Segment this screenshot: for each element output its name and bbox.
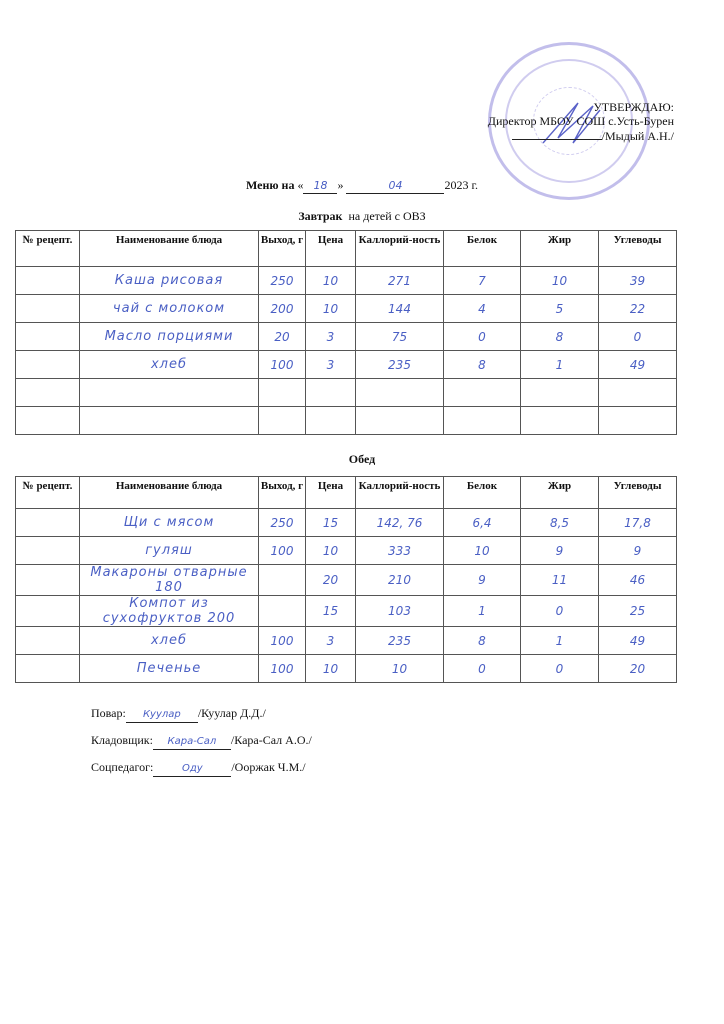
cell-yield: 100 xyxy=(259,627,306,655)
cell-recipe-number xyxy=(16,379,80,407)
column-header-protein: Белок xyxy=(444,477,521,509)
cell-calories: 103 xyxy=(356,596,444,627)
column-header-fat: Жир xyxy=(521,231,599,267)
column-header-yield: Выход, г xyxy=(259,231,306,267)
cell-dish-name: Каша рисовая xyxy=(80,267,259,295)
cell-fat: 8 xyxy=(521,323,599,351)
cell-yield: 100 xyxy=(259,351,306,379)
cell-calories: 75 xyxy=(356,323,444,351)
cell-recipe-number xyxy=(16,295,80,323)
cell-yield xyxy=(259,407,306,435)
cell-yield xyxy=(259,565,306,596)
cell-calories: 235 xyxy=(356,627,444,655)
staff-social-pedagogue xyxy=(91,760,306,777)
menu-year: 2023 г. xyxy=(444,178,479,192)
lunch-table xyxy=(15,476,677,683)
cell-carbs: 25 xyxy=(599,596,677,627)
cell-fat: 9 xyxy=(521,537,599,565)
staff-signature: Куулар xyxy=(126,709,198,723)
cell-recipe-number xyxy=(16,323,80,351)
cell-calories: 210 xyxy=(356,565,444,596)
column-header-price: Цена xyxy=(306,231,356,267)
menu-title-prefix: Меню на xyxy=(245,178,295,192)
cell-recipe-number xyxy=(16,351,80,379)
menu-title xyxy=(0,178,724,194)
cell-protein xyxy=(444,407,521,435)
table-row xyxy=(16,537,677,565)
cell-fat xyxy=(521,407,599,435)
breakfast-title-bold: Завтрак xyxy=(298,209,343,223)
cell-price: 15 xyxy=(306,596,356,627)
table-row xyxy=(16,655,677,683)
column-header-calories: Каллорий-ность xyxy=(356,231,444,267)
menu-month: 04 xyxy=(346,179,444,194)
column-header-calories: Каллорий-ность xyxy=(356,477,444,509)
cell-recipe-number xyxy=(16,509,80,537)
column-header-protein: Белок xyxy=(444,231,521,267)
breakfast-table xyxy=(15,230,677,435)
cell-protein: 7 xyxy=(444,267,521,295)
cell-recipe-number xyxy=(16,267,80,295)
approval-position: Директор МБОУ СОШ с.Усть-Бурен xyxy=(487,114,674,128)
cell-carbs: 17,8 xyxy=(599,509,677,537)
cell-fat: 1 xyxy=(521,351,599,379)
cell-calories: 235 xyxy=(356,351,444,379)
table-row xyxy=(16,407,677,435)
cell-price: 20 xyxy=(306,565,356,596)
cell-recipe-number xyxy=(16,596,80,627)
column-header-fat: Жир xyxy=(521,477,599,509)
cell-price: 3 xyxy=(306,627,356,655)
cell-calories: 144 xyxy=(356,295,444,323)
cell-yield: 200 xyxy=(259,295,306,323)
cell-protein: 8 xyxy=(444,351,521,379)
cell-price: 3 xyxy=(306,351,356,379)
cell-calories: 142, 76 xyxy=(356,509,444,537)
table-header-row xyxy=(16,231,677,267)
cell-protein: 6,4 xyxy=(444,509,521,537)
cell-recipe-number xyxy=(16,655,80,683)
staff-name: /Кара-Сал А.О./ xyxy=(230,733,312,747)
cell-price: 3 xyxy=(306,323,356,351)
cell-carbs: 39 xyxy=(599,267,677,295)
cell-dish-name: гуляш xyxy=(80,537,259,565)
cell-dish-name: хлеб xyxy=(80,627,259,655)
column-header-yield: Выход, г xyxy=(259,477,306,509)
cell-protein: 10 xyxy=(444,537,521,565)
signature-line xyxy=(512,128,602,140)
cell-carbs: 49 xyxy=(599,627,677,655)
cell-yield: 100 xyxy=(259,655,306,683)
column-header-dish-name: Наименование блюда xyxy=(80,477,259,509)
cell-price: 10 xyxy=(306,295,356,323)
cell-yield: 100 xyxy=(259,537,306,565)
cell-dish-name: Компот из сухофруктов 200 xyxy=(80,596,259,627)
cell-price: 15 xyxy=(306,509,356,537)
approval-block xyxy=(488,100,674,143)
cell-fat: 0 xyxy=(521,655,599,683)
table-row xyxy=(16,323,677,351)
staff-role: Кладовщик: xyxy=(91,733,153,747)
cell-calories xyxy=(356,407,444,435)
table-header-row xyxy=(16,477,677,509)
close-quote: » xyxy=(337,178,344,192)
cell-carbs xyxy=(599,379,677,407)
cell-fat: 0 xyxy=(521,596,599,627)
column-header-dish-name: Наименование блюда xyxy=(80,231,259,267)
column-header-recipe-number: № рецепт. xyxy=(16,477,80,509)
cell-dish-name: Макароны отварные 180 xyxy=(80,565,259,596)
table-row xyxy=(16,267,677,295)
cell-dish-name: Масло порциями xyxy=(80,323,259,351)
open-quote: « xyxy=(297,178,304,192)
cell-calories: 333 xyxy=(356,537,444,565)
cell-dish-name: хлеб xyxy=(80,351,259,379)
column-header-recipe-number: № рецепт. xyxy=(16,231,80,267)
table-row xyxy=(16,379,677,407)
staff-name: /Куулар Д.Д./ xyxy=(197,706,266,720)
staff-role: Повар: xyxy=(91,706,126,720)
staff-storekeeper xyxy=(91,733,312,750)
cell-yield xyxy=(259,596,306,627)
lunch-title: Обед xyxy=(348,452,376,466)
cell-protein: 4 xyxy=(444,295,521,323)
cell-price xyxy=(306,407,356,435)
cell-carbs: 22 xyxy=(599,295,677,323)
cell-protein xyxy=(444,379,521,407)
staff-signature: Кара-Сал xyxy=(153,736,231,750)
cell-protein: 0 xyxy=(444,655,521,683)
table-row xyxy=(16,565,677,596)
cell-dish-name: Печенье xyxy=(80,655,259,683)
cell-recipe-number xyxy=(16,565,80,596)
cell-price: 10 xyxy=(306,655,356,683)
cell-protein: 8 xyxy=(444,627,521,655)
cell-carbs: 49 xyxy=(599,351,677,379)
cell-carbs: 46 xyxy=(599,565,677,596)
cell-calories: 10 xyxy=(356,655,444,683)
cell-fat xyxy=(521,379,599,407)
breakfast-title-rest: на детей с ОВЗ xyxy=(342,209,426,223)
cell-protein: 0 xyxy=(444,323,521,351)
staff-cook xyxy=(91,706,266,723)
staff-role: Соцпедагог: xyxy=(91,760,154,774)
table-row xyxy=(16,627,677,655)
menu-day: 18 xyxy=(303,179,337,194)
cell-dish-name xyxy=(80,407,259,435)
cell-price xyxy=(306,379,356,407)
column-header-carbs: Углеводы xyxy=(599,231,677,267)
cell-carbs xyxy=(599,407,677,435)
cell-yield: 20 xyxy=(259,323,306,351)
cell-fat: 8,5 xyxy=(521,509,599,537)
staff-name: /Ооржак Ч.М./ xyxy=(231,760,306,774)
cell-calories: 271 xyxy=(356,267,444,295)
cell-fat: 11 xyxy=(521,565,599,596)
cell-fat: 10 xyxy=(521,267,599,295)
cell-calories xyxy=(356,379,444,407)
table-row xyxy=(16,295,677,323)
cell-dish-name xyxy=(80,379,259,407)
cell-dish-name: чай с молоком xyxy=(80,295,259,323)
table-row xyxy=(16,509,677,537)
cell-yield: 250 xyxy=(259,509,306,537)
cell-protein: 9 xyxy=(444,565,521,596)
cell-fat: 1 xyxy=(521,627,599,655)
cell-yield: 250 xyxy=(259,267,306,295)
approval-name: /Мыдый А.Н./ xyxy=(601,129,674,143)
cell-protein: 1 xyxy=(444,596,521,627)
table-row xyxy=(16,596,677,627)
staff-signature: Оду xyxy=(153,763,231,777)
cell-dish-name: Щи с мясом xyxy=(80,509,259,537)
approval-heading: УТВЕРЖДАЮ: xyxy=(593,100,674,114)
breakfast-title xyxy=(0,209,724,224)
cell-carbs: 20 xyxy=(599,655,677,683)
cell-price: 10 xyxy=(306,267,356,295)
cell-fat: 5 xyxy=(521,295,599,323)
cell-carbs: 0 xyxy=(599,323,677,351)
cell-recipe-number xyxy=(16,407,80,435)
table-row xyxy=(16,351,677,379)
cell-yield xyxy=(259,379,306,407)
column-header-price: Цена xyxy=(306,477,356,509)
cell-recipe-number xyxy=(16,627,80,655)
column-header-carbs: Углеводы xyxy=(599,477,677,509)
cell-price: 10 xyxy=(306,537,356,565)
cell-recipe-number xyxy=(16,537,80,565)
cell-carbs: 9 xyxy=(599,537,677,565)
